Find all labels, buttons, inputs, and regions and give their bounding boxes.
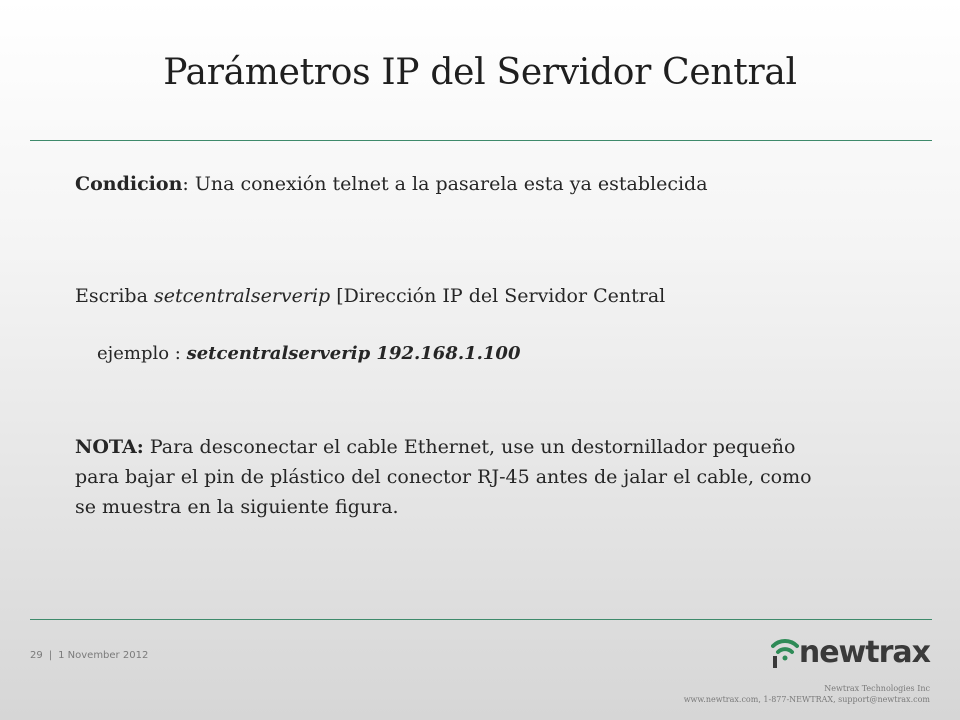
instruction-suffix: [Dirección IP del Servidor Central [330, 285, 666, 307]
page-number: 29 [30, 650, 43, 661]
instruction-command: setcentralserverip [153, 285, 331, 307]
company-info [684, 683, 930, 705]
top-divider [30, 140, 932, 141]
bottom-divider [30, 619, 932, 620]
note-paragraph [75, 432, 835, 522]
logo-wordmark: newtrax [798, 635, 930, 670]
footer-separator: | [48, 650, 53, 661]
condition-paragraph [75, 170, 775, 198]
example-command: setcentralserverip 192.168.1.100 [186, 343, 521, 364]
slide-title: Parámetros IP del Servidor Central [163, 52, 797, 93]
wireless-signal-icon [771, 634, 799, 668]
company-contact: www.newtrax.com, 1-877-NEWTRAX, support@newtrax.com [683, 695, 930, 704]
condition-text: : Una conexión telnet a la pasarela esta ya establecida [182, 173, 708, 195]
company-name: Newtrax Technologies Inc [824, 684, 930, 693]
slide-footer-info [30, 650, 148, 661]
note-text: Para desconectar el cable Ethernet, use un destornillador pequeño para bajar el pin de plástico del conector RJ-45 antes de jalar el cable, como se muestra en la siguiente figura. [75, 436, 812, 518]
condition-label: Condicion [75, 173, 183, 195]
footer-date: 1 November 2012 [58, 650, 149, 661]
instruction-prefix: Escriba [75, 285, 154, 307]
instruction-paragraph [75, 282, 835, 310]
newtrax-logo [771, 634, 930, 668]
note-label: NOTA: [75, 436, 144, 458]
example-paragraph [97, 340, 797, 368]
example-label: ejemplo : [97, 343, 187, 364]
